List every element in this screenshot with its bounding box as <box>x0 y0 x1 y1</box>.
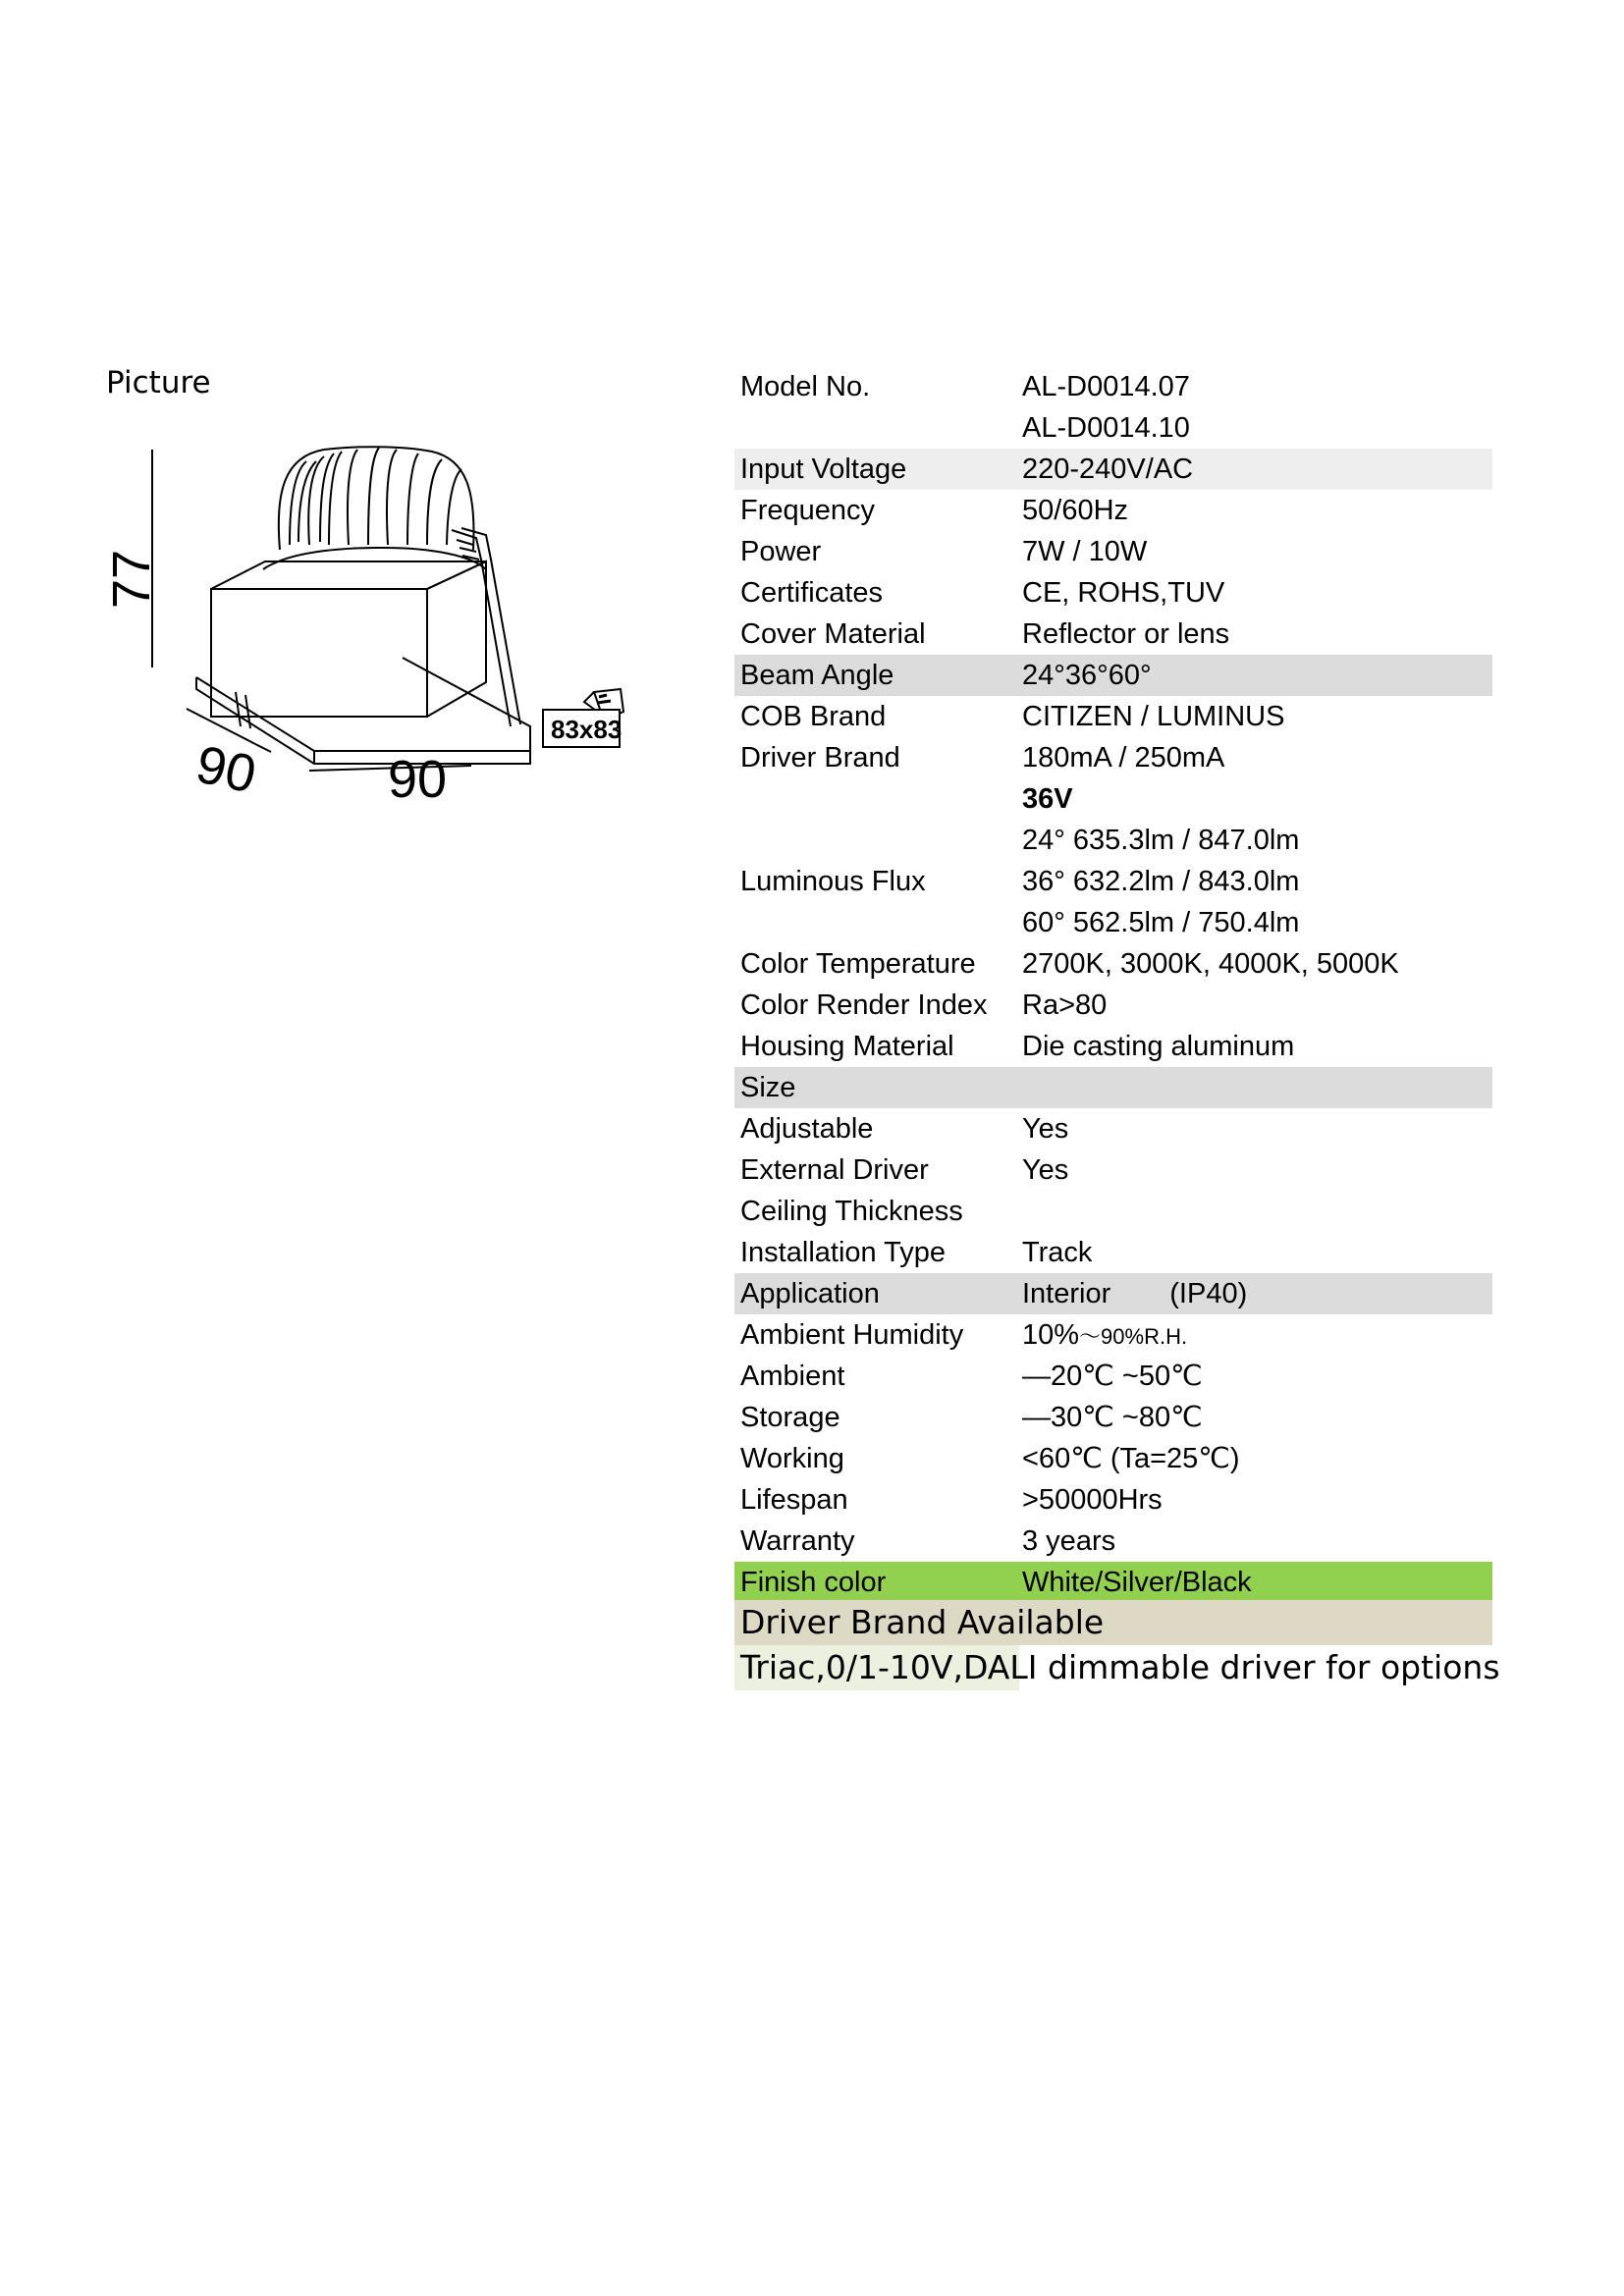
spec-value: White/Silver/Black <box>1022 1567 1252 1598</box>
spec-value: 2700K, 3000K, 4000K, 5000K <box>1022 948 1399 980</box>
spec-row <box>734 902 1492 943</box>
spec-value: Interior (IP40) <box>1022 1278 1248 1309</box>
specification-table <box>734 366 1492 1603</box>
spec-label: Adjustable <box>740 1113 874 1145</box>
spec-row <box>734 1479 1492 1521</box>
spec-row <box>734 1108 1492 1149</box>
spec-row <box>734 449 1492 490</box>
spec-row <box>734 572 1492 614</box>
spec-label: Ambient Humidity <box>740 1319 964 1351</box>
spec-label: Certificates <box>740 577 884 609</box>
spec-value: 10%～90%R.H. <box>1022 1319 1188 1351</box>
spec-value: 50/60Hz <box>1022 495 1129 526</box>
spec-label: Installation Type <box>740 1237 947 1268</box>
spec-value: CE, ROHS,TUV <box>1022 577 1225 609</box>
spec-value: 220-240V/AC <box>1022 454 1194 485</box>
spec-value: 7W / 10W <box>1022 536 1148 567</box>
spec-label: Input Voltage <box>740 454 907 485</box>
driver-available-label: Driver Brand Available <box>740 1603 1105 1641</box>
spec-value: AL-D0014.07 <box>1022 371 1190 402</box>
driver-options-row <box>734 1645 1500 1690</box>
spec-row <box>734 1397 1492 1438</box>
spec-value: Ra>80 <box>1022 989 1108 1021</box>
spec-label: Luminous Flux <box>740 866 926 897</box>
spec-row <box>734 696 1492 737</box>
spec-value: 36V <box>1022 783 1073 815</box>
dimension-width: 90 <box>388 750 448 809</box>
driver-options-highlight: Triac,0/1-10V,DALI <box>740 1648 1038 1686</box>
spec-row <box>734 778 1492 820</box>
spec-value: >50000Hrs <box>1022 1484 1163 1516</box>
spec-label: Working <box>740 1443 844 1474</box>
spec-label: Cover Material <box>740 618 926 650</box>
spec-row <box>734 1067 1492 1108</box>
spec-row <box>734 737 1492 778</box>
spec-value: 3 years <box>1022 1525 1116 1557</box>
spec-row <box>734 1314 1492 1356</box>
spec-label: External Driver <box>740 1154 929 1186</box>
spec-value: Die casting aluminum <box>1022 1031 1295 1062</box>
spec-value: Track <box>1022 1237 1093 1268</box>
spec-row <box>734 820 1492 861</box>
spec-row <box>734 531 1492 572</box>
spec-label: Color Temperature <box>740 948 976 980</box>
spec-label: COB Brand <box>740 701 887 732</box>
spec-value: 24°36°60° <box>1022 660 1152 691</box>
spec-value: CITIZEN / LUMINUS <box>1022 701 1285 732</box>
driver-info <box>734 1600 1500 1690</box>
cutout-size: 83x83 <box>551 715 623 744</box>
spec-row <box>734 1149 1492 1191</box>
product-drawing <box>88 432 697 825</box>
spec-label: Beam Angle <box>740 660 894 691</box>
driver-available-row <box>734 1600 1492 1645</box>
spec-row <box>734 1521 1492 1562</box>
spec-row <box>734 1191 1492 1232</box>
spec-value: <60℃ (Ta=25℃) <box>1022 1443 1240 1474</box>
spec-row <box>734 490 1492 531</box>
spec-row <box>734 1273 1492 1314</box>
spec-value: Reflector or lens <box>1022 618 1230 650</box>
spec-label: Power <box>740 536 822 567</box>
spec-value: 36° 632.2lm / 843.0lm <box>1022 866 1300 897</box>
spec-value: 24° 635.3lm / 847.0lm <box>1022 825 1300 856</box>
spec-label: Size <box>740 1072 796 1103</box>
spec-value: 180mA / 250mA <box>1022 742 1225 774</box>
spec-row <box>734 1562 1492 1603</box>
spec-row <box>734 655 1492 696</box>
driver-options-rest: dimmable driver for options <box>1048 1648 1500 1686</box>
spec-label: Color Render Index <box>740 989 988 1021</box>
spec-value: —30℃ ~80℃ <box>1022 1402 1203 1433</box>
spec-row <box>734 943 1492 985</box>
spec-label: Storage <box>740 1402 840 1433</box>
spec-row <box>734 861 1492 902</box>
spec-label: Lifespan <box>740 1484 848 1516</box>
spec-row <box>734 1232 1492 1273</box>
spec-value: Yes <box>1022 1154 1069 1186</box>
spec-label: Warranty <box>740 1525 855 1557</box>
spec-value: —20℃ ~50℃ <box>1022 1361 1203 1392</box>
spec-label: Application <box>740 1278 880 1309</box>
spec-label: Housing Material <box>740 1031 954 1062</box>
spec-label: Ceiling Thickness <box>740 1196 963 1227</box>
picture-label: Picture <box>106 365 211 400</box>
spec-label: Finish color <box>740 1567 887 1598</box>
dimension-height: 77 <box>102 549 161 609</box>
spec-row <box>734 985 1492 1026</box>
spec-label: Driver Brand <box>740 742 900 774</box>
spec-value: 60° 562.5lm / 750.4lm <box>1022 907 1300 938</box>
spec-value: AL-D0014.10 <box>1022 412 1190 444</box>
spec-row <box>734 1438 1492 1479</box>
spec-row <box>734 1026 1492 1067</box>
dimension-depth: 90 <box>190 734 261 805</box>
spec-row <box>734 407 1492 449</box>
spec-label: Model No. <box>740 371 871 402</box>
spec-row <box>734 366 1492 407</box>
spec-row <box>734 1356 1492 1397</box>
spec-label: Frequency <box>740 495 876 526</box>
spec-label: Ambient <box>740 1361 845 1392</box>
spec-row <box>734 614 1492 655</box>
spec-value: Yes <box>1022 1113 1069 1145</box>
